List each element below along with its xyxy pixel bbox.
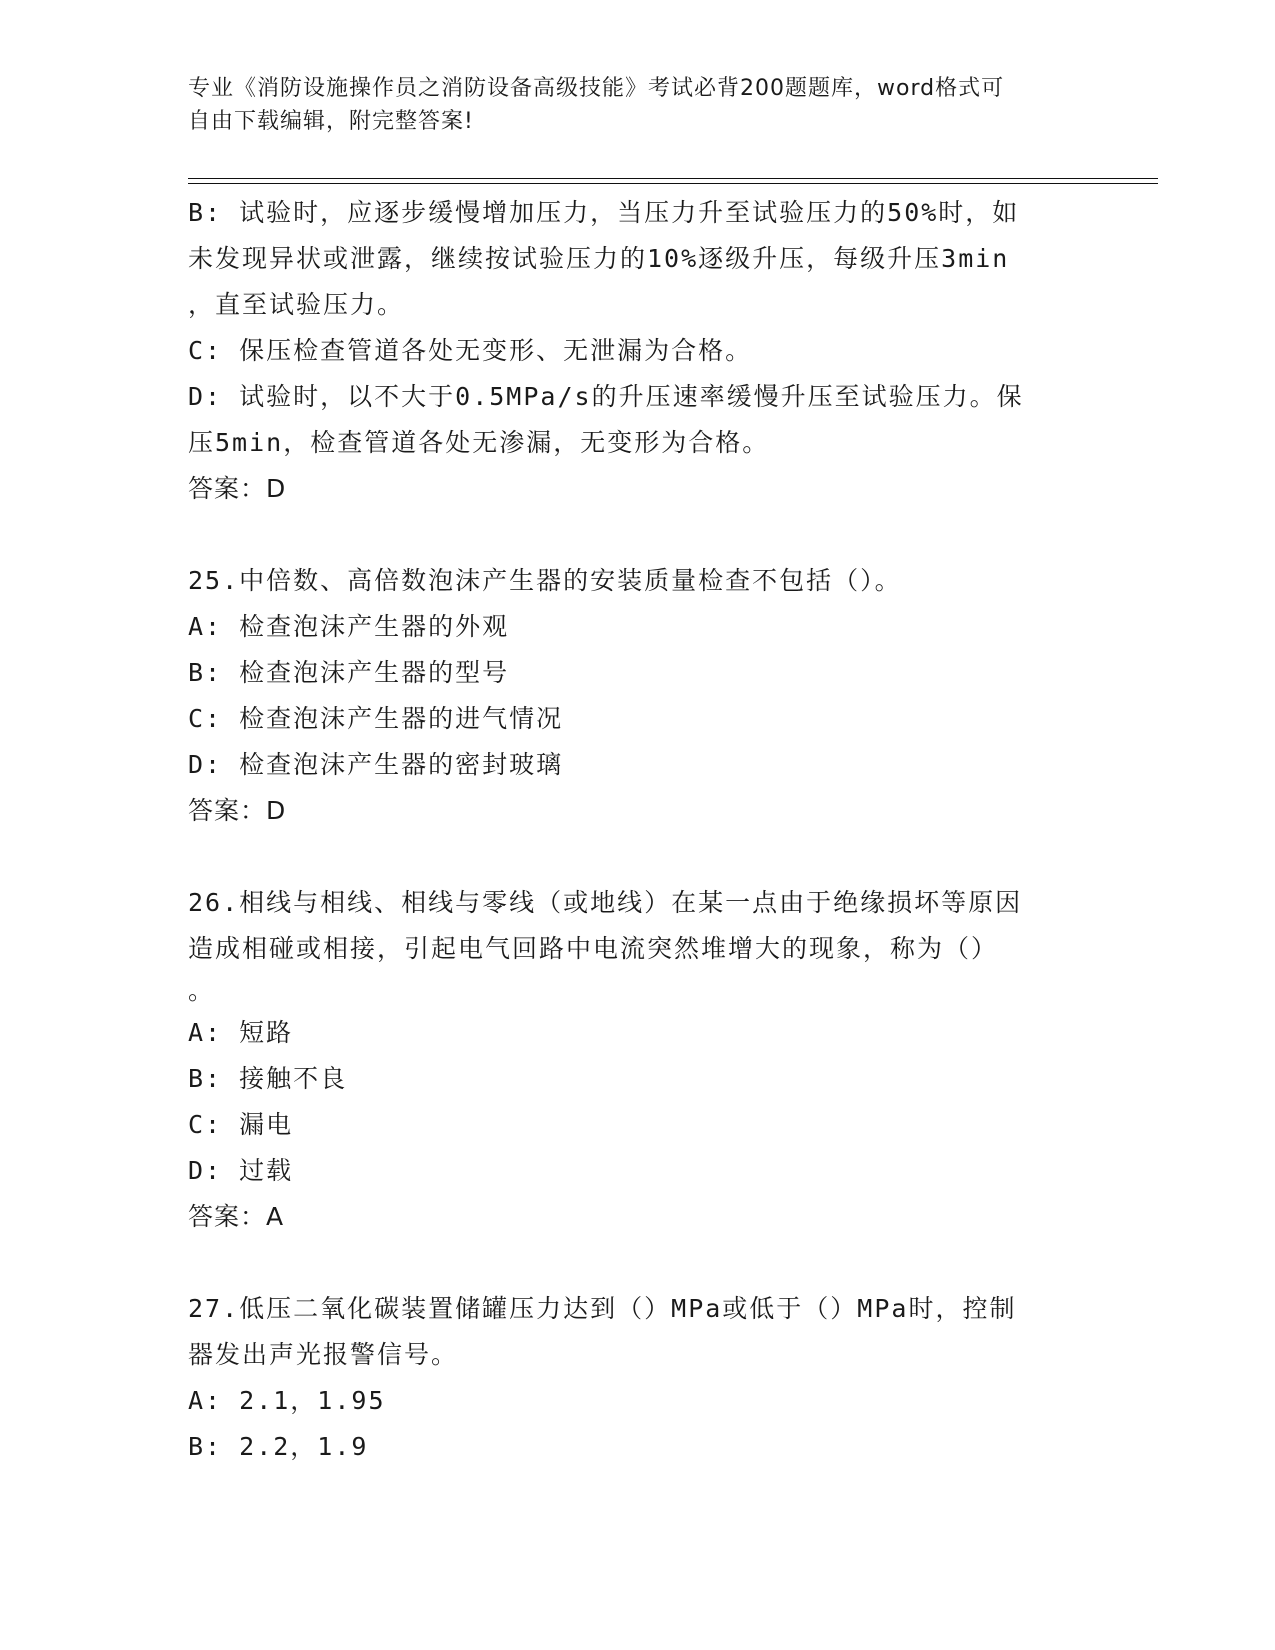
option-b-line-2: 未发现异状或泄露，继续按试验压力的10%逐级升压，每级升压3min [188,244,1010,273]
question-25 [188,558,1088,834]
question-list [188,190,1088,1470]
option-d: D: 过载 [188,1156,294,1185]
option-a: A: 2.1，1.95 [188,1386,386,1415]
option-b-line-1: B: 试验时，应逐步缓慢增加压力，当压力升至试验压力的50%时，如 [188,198,1020,227]
question-27 [188,1286,1088,1470]
question-text-line-2: 器发出声光报警信号。 [188,1340,459,1369]
question-text-line-2: 造成相碰或相接，引起电气回路中电流突然堆增大的现象，称为（） [188,934,999,963]
option-c: C: 保压检查管道各处无变形、无泄漏为合格。 [188,336,753,365]
header-line-2: 自由下载编辑，附完整答案! [188,109,474,134]
option-a: A: 短路 [188,1018,294,1047]
option-a: A: 检查泡沫产生器的外观 [188,612,510,641]
option-c: C: 漏电 [188,1110,294,1139]
header-divider-top [188,178,1158,179]
option-d: D: 检查泡沫产生器的密封玻璃 [188,750,564,779]
question-text-line-1: 26.相线与相线、相线与零线（或地线）在某一点由于绝缘损坏等原因 [188,888,1023,917]
header-line-1: 专业《消防设施操作员之消防设备高级技能》考试必背200题题库，word格式可 [188,76,1005,101]
document-header [188,72,1068,138]
question-text: 25.中倍数、高倍数泡沫产生器的安装质量检查不包括（）。 [188,566,902,595]
question-text-line-1: 27.低压二氧化碳装置储罐压力达到（）MPa或低于（）MPa时，控制 [188,1294,1017,1323]
option-b: B: 检查泡沫产生器的型号 [188,658,510,687]
header-divider-bottom [188,183,1158,184]
question-24 [188,190,1088,512]
spacer [188,834,1088,880]
option-d-line-1: D: 试验时，以不大于0.5MPa/s的升压速率缓慢升压至试验压力。保 [188,382,1024,411]
option-b-line-3: ，直至试验压力。 [188,290,405,319]
spacer [188,1240,1088,1286]
option-b: B: 接触不良 [188,1064,348,1093]
option-c: C: 检查泡沫产生器的进气情况 [188,704,564,733]
answer: 答案：D [188,474,287,503]
question-26 [188,880,1088,1240]
answer: 答案：D [188,796,287,825]
option-b: B: 2.2，1.9 [188,1432,369,1461]
answer: 答案：A [188,1202,285,1231]
question-text-line-3: 。 [188,976,216,1005]
option-d-line-2: 压5min，检查管道各处无渗漏，无变形为合格。 [188,428,770,457]
spacer [188,512,1088,558]
